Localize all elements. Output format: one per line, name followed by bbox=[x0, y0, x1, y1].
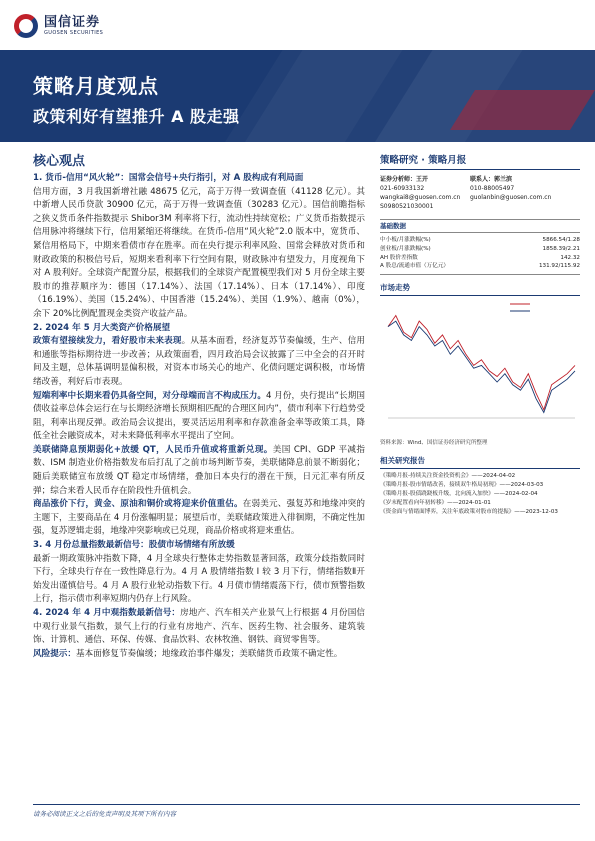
title-banner bbox=[0, 50, 595, 142]
point-3-heading: 3. 4 月份总量指数最新信号：股债市场情绪有所放缓 bbox=[33, 540, 235, 551]
related-report-item[interactable]: 《策略月报-持续关注资金投资机会》——2024-04-02 bbox=[380, 473, 516, 480]
analyst-cell: 010-88005497 bbox=[470, 185, 515, 192]
basic-data-table bbox=[380, 233, 580, 275]
point-2c bbox=[33, 444, 365, 498]
point-4 bbox=[33, 607, 365, 648]
related-reports bbox=[380, 472, 580, 516]
series-line-0 bbox=[388, 316, 575, 410]
report-type: 策略月度观点 bbox=[33, 74, 159, 98]
analyst-info bbox=[380, 175, 580, 211]
basic-data-value: 1858.39/2.21 bbox=[542, 245, 580, 252]
section-title: 核心观点 bbox=[33, 154, 86, 169]
related-report-item[interactable]: 《策略月报-股市情绪改善，接续双牛格局初现》——2024-03-03 bbox=[380, 482, 544, 489]
basic-data-heading: 基础数据 bbox=[380, 220, 580, 233]
footer-divider bbox=[33, 804, 580, 805]
report-title: 政策利好有望推升 A 股走强 bbox=[33, 107, 240, 126]
point-2c-body: 美国 CPI、GDP 平减指数、ISM 制造业价格指数发布后打乱了之前市场判断节奏，美联储降息前景不断弱化；随后美联储宣布放缓 QT 稳定市场情绪，叠加日本央行的潜在干预，日元汇率有所反弹；综合来看人民币存在阶段性升值机会。 bbox=[33, 444, 365, 496]
analyst-cell: 证券分析师：王开 bbox=[380, 176, 429, 183]
point-2d-heading: 商品涨价下行，黄金、原油和铜价或将迎来价值重估。 bbox=[33, 499, 243, 510]
basic-data-label: 中小板/月涨跌幅(%) bbox=[380, 237, 431, 243]
core-views bbox=[33, 152, 365, 661]
basic-data-row bbox=[380, 262, 580, 271]
basic-data-row bbox=[380, 245, 580, 254]
basic-data-value: 5866.54/1.28 bbox=[542, 237, 580, 243]
basic-data-label: A 股总/流通市值（万亿元） bbox=[380, 263, 450, 270]
analyst-cell bbox=[470, 202, 580, 211]
sidebar bbox=[380, 152, 580, 517]
chart-title: 市场走势 bbox=[380, 281, 580, 296]
logo-en: GUOSEN SECURITIES bbox=[44, 29, 104, 36]
logo-cn: 国信证券 bbox=[44, 14, 101, 30]
logo bbox=[14, 12, 154, 40]
point-4-body: 房地产、汽车相关产业景气上行根据 4 月份国信中观行业景气指数，景气上行的行业有房地产、汽车、医药生物、社会服务、建筑装饰、计算机、通信、环保、传媒、食品饮料、农林牧渔、钢铁、商贸零售等。 bbox=[33, 608, 365, 646]
risk-body: 基本面修复节奏偏缓；地缘政治事件爆发；美联储货币政策不确定性。 bbox=[75, 648, 343, 659]
footer-disclaimer: 请务必阅读正文之后的免责声明及其项下所有内容 bbox=[33, 810, 176, 818]
point-2-heading: 2. 2024 年 5 月大类资产价格展望 bbox=[33, 322, 171, 333]
basic-data-value: 131.92/115.92 bbox=[538, 263, 580, 270]
market-trend-svg bbox=[380, 298, 580, 438]
analyst-cell: 021-60933132 bbox=[380, 185, 425, 192]
report-category: 策略研究 · 策略月报 bbox=[380, 152, 580, 170]
point-2a-body: 。从基本面看，经济复苏节奏偏缓，生产、信用和通胀等指标期待进一步改善；从政策面看，四月政治局会议披露了三中全会的召开时间及主题，总体基调明显偏积极，对资本市场关心的地产、化债问题定调积极，市场情绪改善，利好后市表现。 bbox=[33, 336, 365, 387]
basic-data bbox=[380, 219, 580, 275]
point-2d-body: 在弱美元、强复苏和地缘冲突的主题下，主要商品在 4 月份涨幅明显；展望后市，美联储政策进入徘徊期，不确定性加强，复苏逻辑走弱，地缘冲突影响或已兑现，商品价格或将迎来重估。 bbox=[33, 499, 365, 537]
point-2c-heading: 美联储降息预期弱化+放缓 QT，人民币升值或将重新兑现。 bbox=[33, 444, 273, 455]
point-2b-body: 4 月份，央行提出“长期国债收益率总体会运行在与长期经济增长预期相匹配的合理区间内”，债市利率下行趋势受阻，利率出现反弹。政治局会议提出，要灵活运用利率和存款准备金率等政策工具，降低全社会融资成本，对未来降低利率水平提出了空间。 bbox=[33, 390, 365, 442]
related-report-item[interactable]: 《策略月报-股债跷跷板升级，北向流入加快》——2024-02-04 bbox=[380, 491, 538, 497]
market-trend-chart bbox=[380, 298, 580, 438]
related-title: 相关研究报告 bbox=[380, 454, 580, 469]
risk-note bbox=[33, 648, 365, 662]
related-report-item[interactable]: 《资金面与情绪面博弈，关注年底政策对股市的提振》——2023-12-03 bbox=[380, 508, 558, 515]
risk-heading: 风险提示： bbox=[33, 648, 76, 659]
point-4-heading: 4. 2024 年 4 月中观指数最新信号： bbox=[33, 608, 181, 618]
point-1-heading: 1. 货币-信用“风火轮”：国常会信号+央行指引，对 A 股构成有利局面 bbox=[33, 173, 304, 183]
analyst-cell: wangkai8@guosen.com.cn bbox=[380, 194, 461, 201]
chart-source: 资料来源：Wind、国信证券经济研究所整理 bbox=[380, 440, 488, 447]
point-2b bbox=[33, 390, 365, 444]
point-1-body: 信用方面，3 月我国新增社融 48675 亿元，高于万得一致调查值（41128 亿元）。其中新增人民币贷款 30900 亿元，高于万得一致调查值（30283 亿元）。国信前瞻指标之狭义货币条件指数提示 Shibor3M 利率将下行，流动性持续宽松；广义货币指数提示信用脉冲将继续下行，信用紧缩还将继续。在货币-信用“风火轮”2.0 版本中，宽货币、紧信用格局下，中期来看债市存在胜率。而在央行提示利率风险、国常会释放对货币和财政政策的积极信号后，短期来看利率下行空间有限，财政脉冲有望发力，月度视角下对 A 股利好。全球资产配置分层，根据我们的全球资产配置模型我们对 5 月份全球主要股市的推荐顺序为：德国（17.14%）、法国（17.14%）、日本（17.14%）、印度（16.19%）、美国（15.24%）、中国香港（15.24%）、美国（1.9%）、越南（0%），余下 20%比例配置现金类资产收益产品。 bbox=[33, 186, 365, 319]
point-2a bbox=[33, 335, 365, 389]
basic-data-label: 创业板/月涨跌幅(%) bbox=[380, 245, 431, 252]
related-report-item[interactable]: 《岁末配置看向年初转移》——2024-01-01 bbox=[380, 499, 491, 506]
point-2a-heading: 政策有望接续发力，看好股市未来表现 bbox=[33, 336, 182, 347]
basic-data-row bbox=[380, 236, 580, 245]
basic-data-label: AH 股价差指数 bbox=[380, 254, 418, 261]
analyst-cell: S0980521030001 bbox=[380, 203, 434, 210]
logo-mark-icon bbox=[14, 14, 38, 38]
basic-data-value: 142.32 bbox=[560, 254, 580, 261]
analyst-cell: guolanbin@guosen.com.cn bbox=[470, 194, 552, 201]
basic-data-row bbox=[380, 254, 580, 263]
point-2b-heading: 短端利率中长期来看仍具备空间，对分母端而言不构成压力。 bbox=[33, 390, 266, 401]
point-3-body: 最新一期政策脉冲指数下降，4 月全球央行整体走势指数显著回落，政策分歧指数同时下行，全球央行存在一致性降息行为。4 月 A 股情绪指数 Ⅰ 较 3 月下行，情绪指数Ⅱ开始发出谨慎信号。4 月 A 股行业轮动指数下行。4 月债市情绪震荡下行，债市预警指数上行，指示债市利率短期内仍存上行风险。 bbox=[33, 553, 365, 605]
analyst-cell: 联系人：郭兰滨 bbox=[470, 176, 513, 183]
point-2d bbox=[33, 498, 365, 539]
